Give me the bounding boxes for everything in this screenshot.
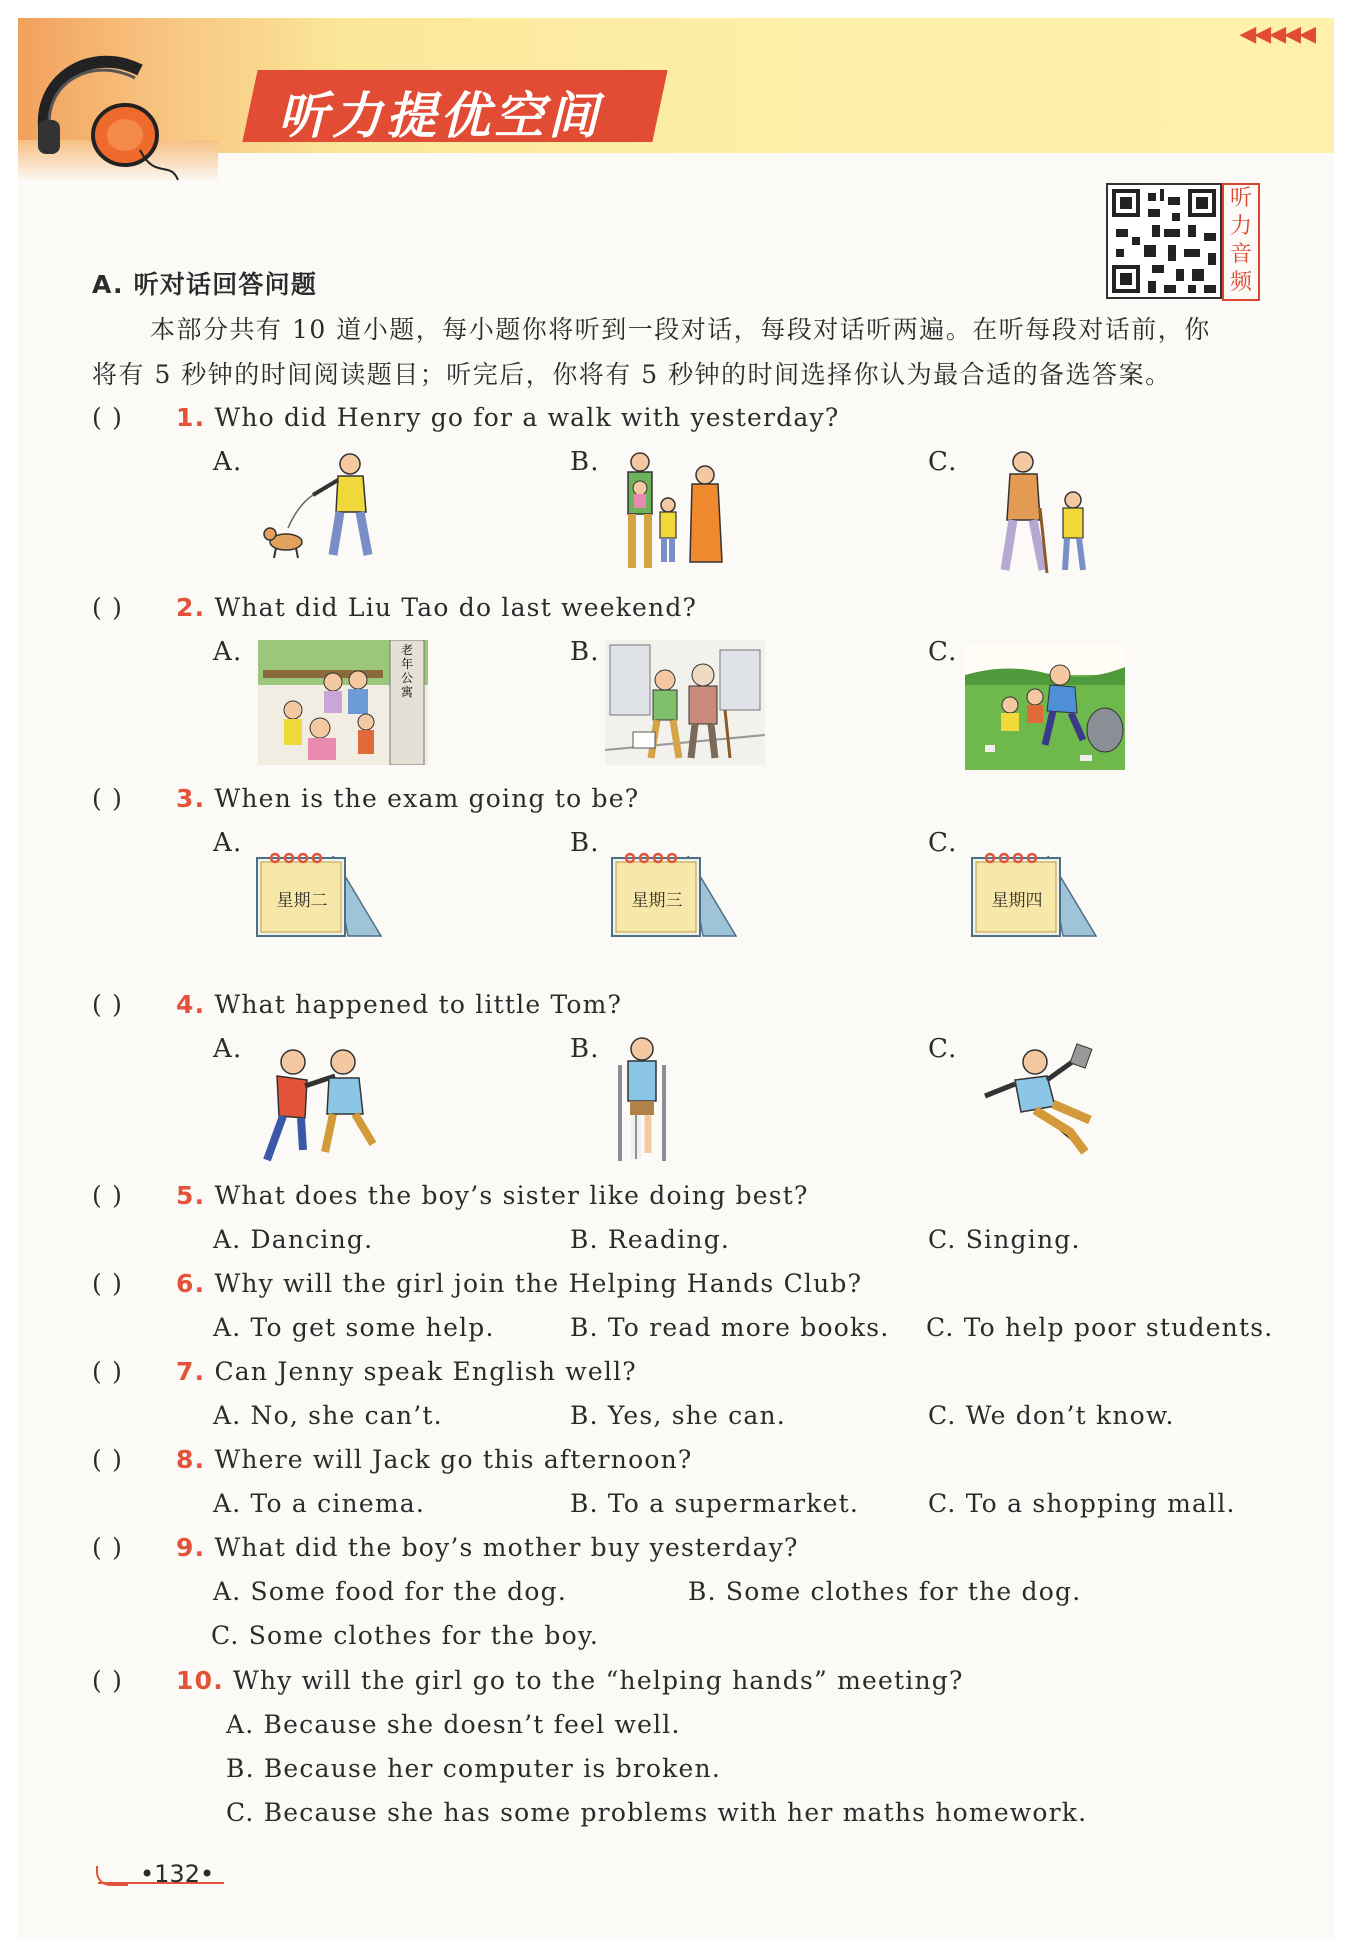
question-number: 9.	[176, 1533, 206, 1562]
calendar-day-label: 星期四	[991, 891, 1043, 911]
option-c[interactable]: C. Because she has some problems with her maths homework.	[226, 1798, 1088, 1827]
answer-blank[interactable]: ( )	[92, 403, 124, 432]
header-banner	[18, 18, 1334, 153]
option-c[interactable]: C. To help poor students.	[926, 1313, 1274, 1342]
option-b[interactable]: B. To a supermarket.	[570, 1489, 860, 1518]
question-text: When is the exam going to be?	[214, 784, 640, 813]
answer-blank[interactable]: ( )	[92, 1666, 124, 1695]
question-number: 1.	[176, 403, 206, 432]
option-label[interactable]: A.	[213, 637, 243, 667]
option-b[interactable]: B. Yes, she can.	[570, 1401, 786, 1430]
calendar-day-label: 星期二	[276, 891, 328, 911]
answer-blank[interactable]: ( )	[92, 593, 124, 622]
option-label[interactable]: B.	[570, 828, 600, 858]
option-a[interactable]: A. Dancing.	[213, 1225, 374, 1254]
option-a[interactable]: A. Some food for the dog.	[213, 1577, 567, 1606]
audio-label-char: 力	[1229, 214, 1252, 239]
calendar-thursday[interactable]	[968, 848, 1098, 940]
question-text: What did the boy’s mother buy yesterday?	[214, 1533, 799, 1562]
option-label[interactable]: A.	[213, 1034, 243, 1064]
option-label[interactable]: C.	[928, 637, 958, 667]
option-a[interactable]: A. To get some help.	[213, 1313, 495, 1342]
option-c[interactable]: C. Singing.	[928, 1225, 1081, 1254]
sign-text: 老年公寓	[400, 643, 414, 699]
option-label[interactable]: B.	[570, 1034, 600, 1064]
question-text: Why will the girl join the Helping Hands Club?	[214, 1269, 863, 1298]
question-text: Can Jenny speak English well?	[214, 1357, 637, 1386]
boys-fighting-picture[interactable]	[255, 1040, 385, 1165]
option-label[interactable]: B.	[570, 447, 600, 477]
calendar-tuesday[interactable]	[253, 848, 383, 940]
family-with-children-picture[interactable]	[620, 450, 730, 575]
option-a[interactable]: A. Because she doesn’t feel well.	[226, 1710, 681, 1739]
question-number: 3.	[176, 784, 206, 813]
audio-label-char: 音	[1229, 242, 1252, 267]
grandpa-and-boy-picture[interactable]	[985, 448, 1100, 578]
page-number: •132•	[140, 1860, 215, 1888]
answer-blank[interactable]: ( )	[92, 1269, 124, 1298]
option-b[interactable]: B. Reading.	[570, 1225, 731, 1254]
option-c[interactable]: C. To a shopping mall.	[928, 1489, 1236, 1518]
question-number: 6.	[176, 1269, 206, 1298]
option-label[interactable]: C.	[928, 828, 958, 858]
option-label[interactable]: A.	[213, 828, 243, 858]
calendar-day-label: 星期三	[631, 891, 683, 911]
qr-code-icon[interactable]	[1106, 183, 1222, 299]
boy-on-crutches-picture[interactable]	[612, 1035, 672, 1165]
question-text: Where will Jack go this afternoon?	[214, 1445, 693, 1474]
intro-line-1: 本部分共有 10 道小题，每小题你将听到一段对话，每段对话听两遍。在听每段对话前，你	[150, 315, 1211, 344]
question-number: 7.	[176, 1357, 206, 1386]
answer-blank[interactable]: ( )	[92, 1357, 124, 1386]
question-number: 2.	[176, 593, 206, 622]
option-a[interactable]: A. To a cinema.	[213, 1489, 425, 1518]
question-number: 4.	[176, 990, 206, 1019]
option-a[interactable]: A. No, she can’t.	[213, 1401, 443, 1430]
option-c[interactable]: C. Some clothes for the boy.	[211, 1621, 600, 1650]
audio-label	[1222, 183, 1260, 301]
answer-blank[interactable]: ( )	[92, 1533, 124, 1562]
question-text: Why will the girl go to the “helping hands” meeting?	[233, 1666, 964, 1695]
answer-blank[interactable]: ( )	[92, 990, 124, 1019]
answer-blank[interactable]: ( )	[92, 1445, 124, 1474]
question-text: What happened to little Tom?	[214, 990, 623, 1019]
boy-walking-dog-picture[interactable]	[258, 450, 388, 565]
intro-line-2: 将有 5 秒钟的时间阅读题目；听完后，你将有 5 秒钟的时间选择你认为最合适的备选答案。	[92, 360, 1172, 389]
option-label[interactable]: A.	[213, 447, 243, 477]
option-label[interactable]: C.	[928, 447, 958, 477]
question-text: What did Liu Tao do last weekend?	[214, 593, 698, 622]
old-peoples-home-picture[interactable]	[258, 640, 428, 765]
option-b[interactable]: B. Some clothes for the dog.	[688, 1577, 1082, 1606]
answer-blank[interactable]: ( )	[92, 784, 124, 813]
arrow-decoration-icon: ◀◀◀◀◀	[1239, 22, 1314, 47]
boy-falling-picture[interactable]	[975, 1040, 1110, 1160]
option-label[interactable]: B.	[570, 637, 600, 667]
option-b[interactable]: B. To read more books.	[570, 1313, 890, 1342]
audio-label-char: 频	[1229, 270, 1252, 295]
calendar-wednesday[interactable]	[608, 848, 738, 940]
question-number: 5.	[176, 1181, 206, 1210]
section-title: A. 听对话回答问题	[92, 270, 318, 299]
audio-label-char: 听	[1229, 186, 1252, 211]
option-b[interactable]: B. Because her computer is broken.	[226, 1754, 721, 1783]
page-background	[18, 18, 1334, 1940]
option-c[interactable]: C. We don’t know.	[928, 1401, 1175, 1430]
page-title: 听力提优空间	[278, 87, 602, 145]
question-number: 8.	[176, 1445, 206, 1474]
question-text: What does the boy’s sister like doing best?	[214, 1181, 809, 1210]
question-number: 10.	[176, 1666, 224, 1695]
question-text: Who did Henry go for a walk with yesterday?	[214, 403, 840, 432]
option-label[interactable]: C.	[928, 1034, 958, 1064]
headphones-icon	[30, 40, 180, 180]
answer-blank[interactable]: ( )	[92, 1181, 124, 1210]
picking-up-litter-picture[interactable]	[965, 645, 1125, 770]
helping-old-man-street-picture[interactable]	[605, 640, 765, 765]
